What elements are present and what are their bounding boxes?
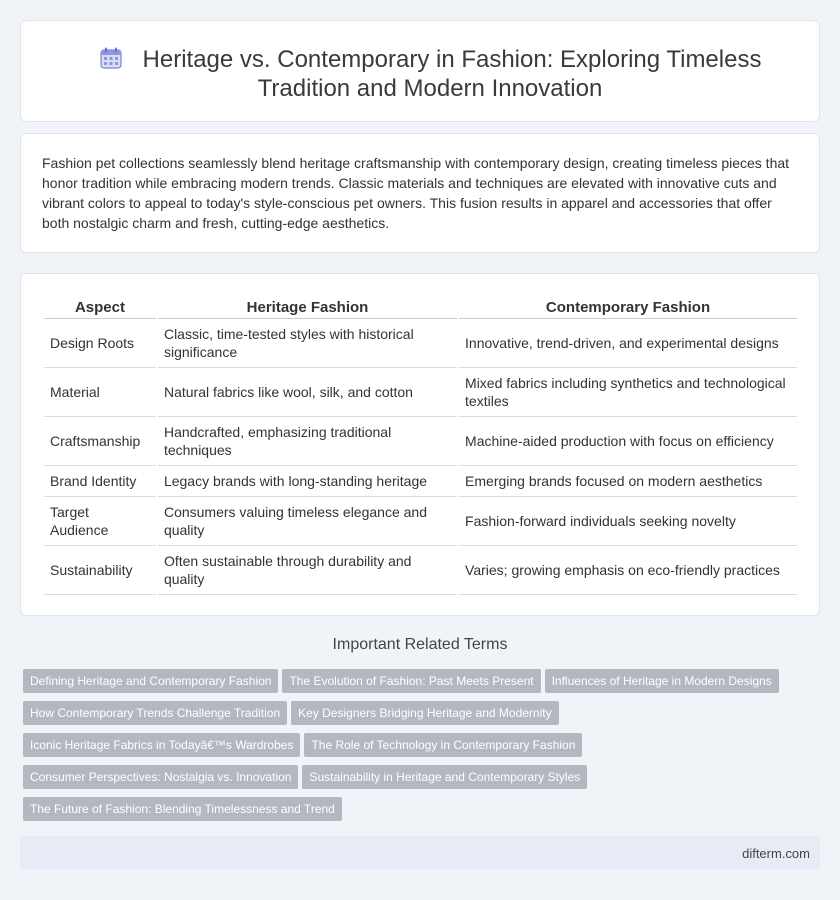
- column-header-heritage: Heritage Fashion: [158, 293, 457, 319]
- table-row: [44, 546, 797, 595]
- table-cell-heritage: Consumers valuing timeless elegance and quality: [158, 497, 457, 546]
- page-title: [81, 45, 779, 103]
- footer-site-name[interactable]: difterm.com: [742, 846, 810, 861]
- comparison-table: [42, 293, 799, 595]
- table-cell-aspect: Sustainability: [44, 546, 156, 595]
- table-row: [44, 319, 797, 368]
- related-term-tag[interactable]: Iconic Heritage Fabrics in Todayâ€™s Wardrobes: [23, 733, 300, 757]
- footer: [20, 836, 820, 870]
- related-term-tag[interactable]: Defining Heritage and Contemporary Fashion: [23, 669, 278, 693]
- related-term-tag[interactable]: The Future of Fashion: Blending Timelessness and Trend: [23, 797, 342, 821]
- related-terms-title: Important Related Terms: [332, 636, 508, 653]
- table-row: [44, 497, 797, 546]
- table-row: [44, 466, 797, 497]
- table-cell-aspect: Brand Identity: [44, 466, 156, 497]
- table-cell-contemporary: Varies; growing emphasis on eco-friendly practices: [459, 546, 797, 595]
- table-row: [44, 368, 797, 417]
- table-cell-aspect: Material: [44, 368, 156, 417]
- column-header-aspect: Aspect: [44, 293, 156, 319]
- related-term-tag[interactable]: The Evolution of Fashion: Past Meets Present: [282, 669, 540, 693]
- header-card: [20, 20, 820, 122]
- table-cell-contemporary: Machine-aided production with focus on efficiency: [459, 417, 797, 466]
- table-cell-heritage: Natural fabrics like wool, silk, and cotton: [158, 368, 457, 417]
- table-cell-heritage: Handcrafted, emphasizing traditional techniques: [158, 417, 457, 466]
- comparison-card: [20, 273, 820, 616]
- table-cell-aspect: Target Audience: [44, 497, 156, 546]
- intro-card: [20, 133, 820, 253]
- table-cell-aspect: Craftsmanship: [44, 417, 156, 466]
- calendar-icon: [99, 46, 123, 70]
- table-cell-contemporary: Mixed fabrics including synthetics and technological textiles: [459, 368, 797, 417]
- table-cell-contemporary: Emerging brands focused on modern aesthetics: [459, 466, 797, 497]
- related-term-tag[interactable]: The Role of Technology in Contemporary Fashion: [304, 733, 582, 757]
- table-cell-contemporary: Innovative, trend-driven, and experimental designs: [459, 319, 797, 368]
- table-cell-heritage: Classic, time-tested styles with historical significance: [158, 319, 457, 368]
- page-title-text: Heritage vs. Contemporary in Fashion: Exploring Timeless Tradition and Modern Innovation: [142, 46, 762, 102]
- table-cell-heritage: Often sustainable through durability and quality: [158, 546, 457, 595]
- related-term-tag[interactable]: Consumer Perspectives: Nostalgia vs. Innovation: [23, 765, 298, 789]
- related-term-tag[interactable]: Influences of Heritage in Modern Designs: [545, 669, 779, 693]
- related-terms-list: [23, 669, 813, 829]
- related-term-tag[interactable]: Key Designers Bridging Heritage and Modernity: [291, 701, 558, 725]
- related-term-tag[interactable]: Sustainability in Heritage and Contemporary Styles: [302, 765, 587, 789]
- table-cell-contemporary: Fashion-forward individuals seeking novelty: [459, 497, 797, 546]
- related-term-tag[interactable]: How Contemporary Trends Challenge Tradition: [23, 701, 287, 725]
- table-cell-heritage: Legacy brands with long-standing heritage: [158, 466, 457, 497]
- table-cell-aspect: Design Roots: [44, 319, 156, 368]
- column-header-contemporary: Contemporary Fashion: [459, 293, 797, 319]
- intro-text: Fashion pet collections seamlessly blend heritage craftsmanship with contemporary design, creating timeless pieces that honor tradition while embracing modern trends. Classic materials and techniques are elevated with innovative cuts and vibrant colors to appeal to today's style-conscious pet owners. This fusion results in apparel and accessories that offer both nostalgic charm and fresh, cutting-edge aesthetics.: [42, 155, 790, 231]
- table-row: [44, 417, 797, 466]
